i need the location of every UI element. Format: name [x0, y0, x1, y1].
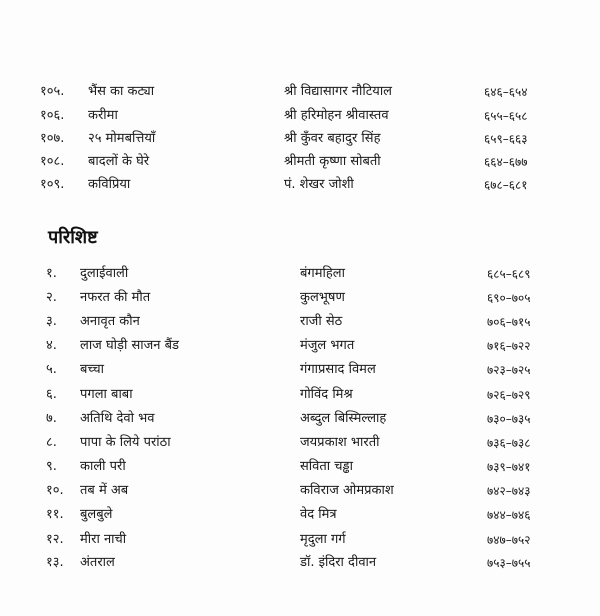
entry-title: पगला बाबा [80, 387, 133, 402]
appendix-entry [0, 432, 600, 454]
entry-author: वेद मित्र [300, 507, 337, 522]
toc-entry [0, 174, 600, 196]
entry-number: ८. [46, 435, 57, 450]
entry-pages: ६८५–६८९ [487, 267, 531, 281]
entry-pages: ७५३–७५५ [487, 556, 531, 570]
appendix-entry [0, 504, 600, 526]
entry-author: सविता चड्ढा [300, 459, 353, 474]
entry-pages: ७३९–७४१ [487, 460, 531, 474]
entry-pages: ७३०–७३५ [487, 412, 531, 426]
entry-number: ५. [46, 362, 57, 377]
entry-author: जयप्रकाश भारती [300, 435, 380, 450]
entry-number: ४. [46, 338, 57, 353]
toc-entry [0, 81, 600, 103]
toc-entry [0, 151, 600, 173]
entry-title: दुलाईवाली [80, 266, 129, 281]
entry-title: कविप्रिया [88, 177, 131, 192]
entry-author: श्री कुँवर बहादुर सिंह [284, 131, 381, 146]
entry-title: बच्चा [80, 362, 104, 377]
entry-number: १. [46, 266, 57, 281]
entry-title: करीमा [88, 108, 118, 123]
appendix-entry [0, 311, 600, 333]
appendix-entry [0, 359, 600, 381]
entry-title: पापा के लिये परांठा [80, 435, 171, 450]
entry-title: बादलों के घेरे [88, 154, 150, 169]
entry-number: १२. [46, 532, 64, 547]
entry-number: १०५. [40, 84, 65, 99]
appendix-entry [0, 552, 600, 574]
appendix-entry [0, 408, 600, 430]
entry-title: तब में अब [80, 483, 129, 498]
entry-pages: ६५९–६६३ [484, 132, 528, 146]
entry-title: अतिथि देवो भव [80, 411, 155, 426]
entry-author: मंजुल भगत [300, 338, 355, 353]
appendix-heading: परिशिष्ट [48, 227, 98, 248]
toc-entry [0, 128, 600, 150]
entry-title: नफरत की मौत [80, 290, 151, 305]
entry-author: पं. शेखर जोशी [284, 177, 354, 192]
entry-number: १०९. [40, 177, 65, 192]
appendix-entry [0, 263, 600, 285]
entry-author: मृदुला गर्ग [300, 532, 346, 547]
entry-number: १०. [46, 483, 64, 498]
entry-pages: ७४७–७५२ [487, 533, 531, 547]
entry-author: श्री विद्यासागर नौटियाल [284, 84, 393, 99]
entry-pages: ७४४–७४६ [487, 508, 531, 522]
entry-author: बंगमहिला [300, 266, 345, 281]
entry-number: १०८. [40, 154, 65, 169]
entry-pages: ६५५–६५८ [484, 109, 528, 123]
entry-title: काली परी [80, 459, 126, 474]
entry-author: गंगाप्रसाद विमल [300, 362, 376, 377]
entry-title: बुलबुले [80, 507, 113, 522]
entry-number: ११. [46, 507, 64, 522]
entry-pages: ७०६–७१५ [487, 315, 531, 329]
entry-number: १०६. [40, 108, 65, 123]
entry-title: २५ मोमबत्तियाँ [88, 131, 156, 146]
entry-author: कुलभूषण [300, 290, 345, 305]
entry-pages: ६४६–६५४ [484, 85, 528, 99]
entry-number: ६. [46, 387, 57, 402]
entry-number: ३. [46, 314, 57, 329]
entry-title: भैंस का कट्या [88, 84, 155, 99]
entry-title: अंतराल [80, 555, 115, 570]
entry-author: कविराज ओमप्रकाश [300, 483, 394, 498]
entry-author: श्री हरिमोहन श्रीवास्तव [284, 108, 389, 123]
entry-author: अब्दुल बिस्मिल्लाह [300, 411, 387, 426]
entry-pages: ७१६–७२२ [487, 339, 531, 353]
entry-pages: ६९०–७०५ [487, 291, 531, 305]
entry-pages: ७२६–७२९ [487, 388, 531, 402]
entry-number: १३. [46, 555, 64, 570]
entry-number: ९. [46, 459, 57, 474]
appendix-entry [0, 384, 600, 406]
entry-author: श्रीमती कृष्णा सोबती [284, 154, 381, 169]
appendix-entry [0, 335, 600, 357]
entry-author: राजी सेठ [300, 314, 343, 329]
appendix-entry [0, 456, 600, 478]
entry-title: मीरा नाची [80, 532, 127, 547]
entry-author: गोविंद मिश्र [300, 387, 353, 402]
entry-pages: ७३६–७३८ [487, 436, 531, 450]
appendix-entry [0, 287, 600, 309]
entry-pages: ७४२–७४३ [487, 484, 531, 498]
appendix-entry [0, 480, 600, 502]
entry-pages: ६६४–६७७ [484, 155, 528, 169]
toc-entry [0, 105, 600, 127]
entry-pages: ७२३–७२५ [487, 363, 531, 377]
entry-pages: ६७८–६८१ [484, 178, 528, 192]
entry-number: २. [46, 290, 57, 305]
entry-title: लाज घोड़ी साजन बैंड [80, 338, 179, 353]
entry-author: डॉ. इंदिरा दीवान [300, 555, 377, 570]
appendix-entry [0, 529, 600, 551]
entry-number: ७. [46, 411, 57, 426]
entry-title: अनावृत कौन [80, 314, 140, 329]
entry-number: १०७. [40, 131, 65, 146]
